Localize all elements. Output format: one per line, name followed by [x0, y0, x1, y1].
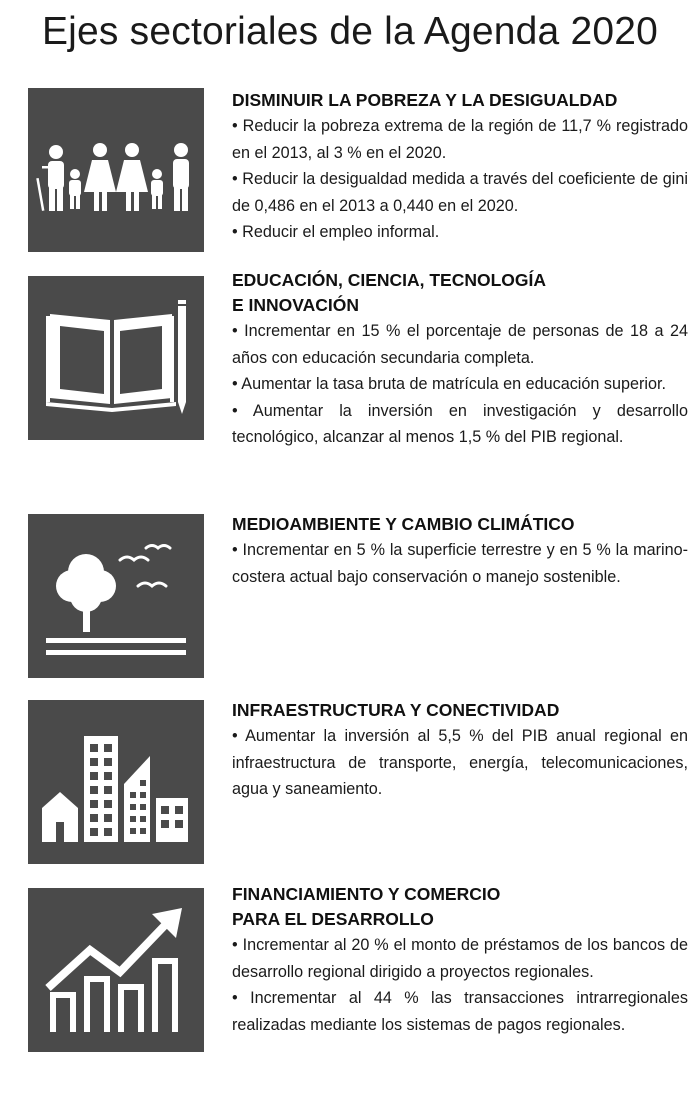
icon-tile — [28, 700, 204, 864]
icon-tile — [28, 514, 204, 678]
book-pencil-icon — [28, 276, 204, 440]
bullet-item: • Reducir la pobreza extrema de la región de 11,7 % registrado en el 2013, al 3 % en el 2020. — [232, 117, 688, 162]
bullet-list — [232, 318, 688, 451]
bullet-item: • Incrementar al 20 % el monto de préstamos de los bancos de desarrollo regional dirigido a proyectos regionales. — [232, 936, 688, 981]
section-heading: INFRAESTRUCTURA Y CONECTIVIDAD — [232, 700, 560, 720]
section-heading: MEDIOAMBIENTE Y CAMBIO CLIMÁTICO — [232, 514, 575, 534]
bullet-list — [232, 932, 688, 1038]
bullet-list — [232, 723, 688, 803]
growth-chart-icon — [28, 888, 204, 1052]
section-text — [232, 882, 688, 1038]
bullet-item: • Reducir el empleo informal. — [232, 223, 440, 241]
section-text — [232, 268, 688, 451]
bullet-item: • Reducir la desigualdad medida a través del coeficiente de gini de 0,486 en el 2013 a 0,440 en el 2020. — [232, 170, 688, 215]
bullet-item: • Aumentar la inversión en investigación y desarrollo tecnológico, alcanzar al menos 1,5 % del PIB regional. — [232, 401, 688, 446]
section-text — [232, 698, 688, 803]
icon-tile — [28, 888, 204, 1052]
icon-tile — [28, 88, 204, 252]
section-text — [232, 512, 688, 590]
bullet-item: • Incrementar al 44 % las transacciones intrarregionales realizadas mediante los sistemas de pagos regionales. — [232, 989, 688, 1034]
section-infrastructure — [28, 698, 688, 868]
page-title: Ejes sectoriales de la Agenda 2020 — [41, 10, 659, 53]
section-heading: DISMINUIR LA POBREZA Y LA DESIGUALDAD — [232, 90, 618, 110]
tree-birds-icon — [28, 514, 204, 678]
buildings-icon — [28, 700, 204, 864]
section-heading: EDUCACIÓN, CIENCIA, TECNOLOGÍA E INNOVACIÓN — [232, 270, 547, 315]
icon-tile — [28, 276, 204, 440]
bullet-item: • Incrementar en 15 % el porcentaje de personas de 18 a 24 años con educación secundaria completa. — [232, 322, 688, 367]
section-poverty — [28, 88, 688, 258]
section-education — [28, 268, 688, 488]
bullet-item: • Aumentar la tasa bruta de matrícula en educación superior. — [232, 375, 666, 393]
family-icon — [28, 88, 204, 252]
section-heading: FINANCIAMIENTO Y COMERCIO PARA EL DESARROLLO — [232, 884, 501, 929]
bullet-list — [232, 113, 688, 246]
section-text — [232, 88, 688, 246]
section-environment — [28, 512, 688, 682]
bullet-list — [232, 537, 688, 590]
bullet-item: • Incrementar en 5 % la superficie terrestre y en 5 % la marino-costera actual bajo conservación o manejo sostenible. — [232, 541, 688, 586]
bullet-item: • Aumentar la inversión al 5,5 % del PIB anual regional en infraestructura de transporte, energía, telecomunicaciones, agua y saneamiento. — [232, 727, 688, 798]
section-finance — [28, 882, 688, 1102]
